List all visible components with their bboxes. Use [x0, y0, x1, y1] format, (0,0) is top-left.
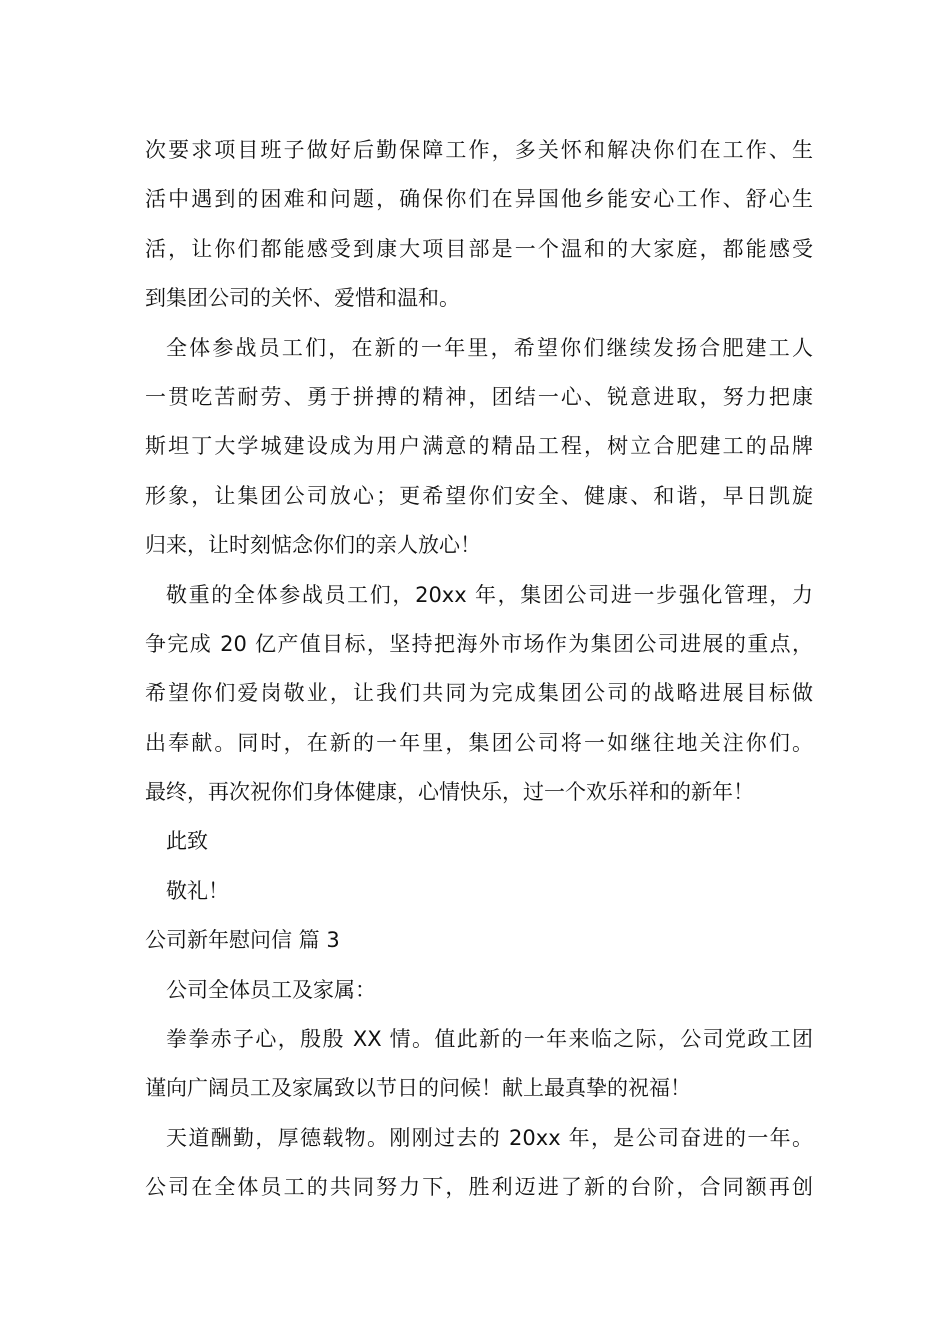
salutation-line: 公司全体员工及家属： [166, 977, 376, 1002]
text-line: 全体参战员工们，在新的一年里，希望你们继续发扬合肥建工人 [166, 335, 813, 360]
paragraph-care [145, 126, 813, 324]
text-line: 出奉献。同时，在新的一年里，集团公司将一如继往地关注你们。 [145, 730, 813, 755]
text-line: 公司在全体员工的共同努力下，胜利迈进了新的台阶，合同额再创 [145, 1175, 813, 1200]
text-line: 次要求项目班子做好后勤保障工作，多关怀和解决你们在工作、生 [145, 138, 813, 162]
closing-line: 敬礼！ [166, 878, 229, 903]
text-line: 拳拳赤子心，殷殷 XX 情。值此新的一年来临之际，公司党政工团 [166, 1027, 813, 1052]
text-line: 争完成 20 亿产值目标，坚持把海外市场作为集团公司进展的重点， [145, 631, 813, 656]
paragraph-goal [145, 571, 813, 818]
paragraph-review [145, 1114, 813, 1213]
section-heading: 公司新年慰问信 篇 3 [145, 928, 340, 953]
text-line: 到集团公司的关怀、爱惜和温和。 [145, 286, 460, 311]
text-line: 归来，让时刻惦念你们的亲人放心！ [145, 533, 481, 558]
text-line: 一贯吃苦耐劳、勇于拼搏的精神，团结一心、锐意进取，努力把康 [145, 384, 813, 409]
document-body [145, 126, 813, 1213]
text-line: 谨向广阔员工及家属致以节日的问候！献上最真挚的祝福！ [145, 1076, 691, 1101]
paragraph-hope [145, 324, 813, 571]
text-line: 敬重的全体参战员工们，20xx 年，集团公司进一步强化管理，力 [166, 582, 813, 607]
text-line: 活，让你们都能感受到康大项目部是一个温和的大家庭，都能感受 [145, 236, 813, 261]
closing-line: 此致 [166, 829, 208, 854]
text-line: 天道酬勤，厚德载物。刚刚过去的 20xx 年，是公司奋进的一年。 [166, 1125, 813, 1150]
text-line: 最终，再次祝你们身体健康，心情快乐，过一个欢乐祥和的新年！ [145, 780, 754, 805]
text-line: 斯坦丁大学城建设成为用户满意的精品工程，树立合肥建工的品牌 [145, 434, 813, 459]
paragraph-greeting [145, 1015, 813, 1114]
text-line: 形象，让集团公司放心；更希望你们安全、健康、和谐，早日凯旋 [145, 483, 813, 508]
text-line: 活中遇到的困难和问题，确保你们在异国他乡能安心工作、舒心生 [145, 187, 813, 212]
text-line: 希望你们爱岗敬业，让我们共同为完成集团公司的战略进展目标做 [145, 681, 813, 706]
